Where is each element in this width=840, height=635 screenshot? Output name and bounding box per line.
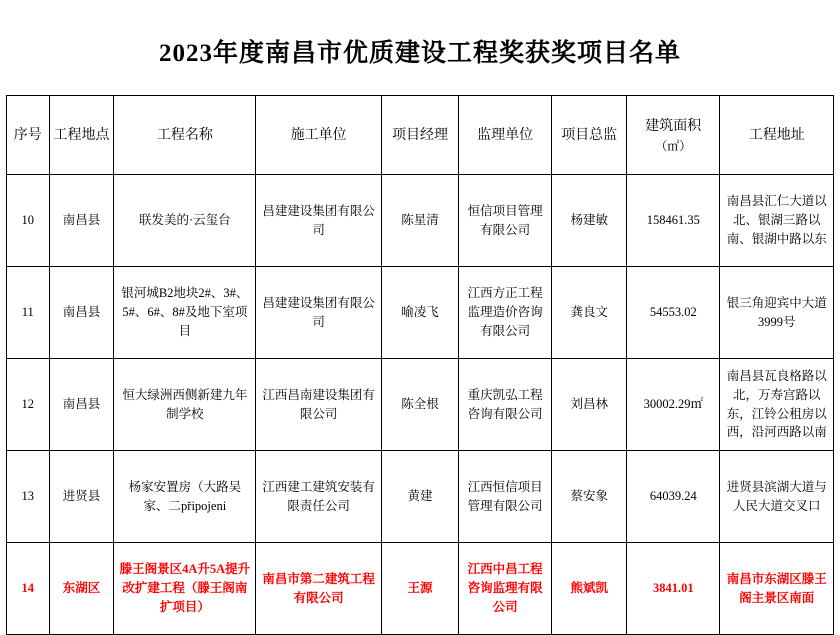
cell-contractor: 江西昌南建设集团有限公司 [256, 359, 382, 451]
cell-address: 南昌县瓦良格路以北，万寿宫路以东，江铃公租房以西，沿河西路以南 [720, 359, 834, 451]
cell-manager: 喻凌飞 [381, 267, 458, 359]
column-header-no: 序号 [7, 96, 50, 175]
cell-location: 东湖区 [49, 543, 114, 635]
cell-chief-supervisor: 熊斌凯 [552, 543, 627, 635]
table-row [7, 451, 834, 543]
cell-project-name: 恒大绿洲西侧新建九年制学校 [114, 359, 256, 451]
cell-location: 南昌县 [49, 359, 114, 451]
column-header-area [627, 96, 720, 175]
cell-supervisor-unit: 重庆凯弘工程咨询有限公司 [458, 359, 551, 451]
cell-project-name: 杨家安置房（大路吴家、二připojeni [114, 451, 256, 543]
cell-chief-supervisor: 杨建敏 [552, 175, 627, 267]
column-header-address: 工程地址 [720, 96, 834, 175]
cell-manager: 陈全根 [381, 359, 458, 451]
cell-manager: 陈星清 [381, 175, 458, 267]
column-header-area-unit: （㎡） [655, 138, 692, 153]
cell-contractor: 江西建工建筑安装有限责任公司 [256, 451, 382, 543]
cell-project-name: 银河城B2地块2#、3#、5#、6#、8#及地下室项目 [114, 267, 256, 359]
cell-no: 14 [7, 543, 50, 635]
cell-supervisor-unit: 江西方正工程监理造价咨询有限公司 [458, 267, 551, 359]
cell-contractor: 昌建建设集团有限公司 [256, 267, 382, 359]
table-header [7, 96, 834, 175]
cell-chief-supervisor: 龚良文 [552, 267, 627, 359]
cell-area: 30002.29㎡ [627, 359, 720, 451]
cell-location: 南昌县 [49, 175, 114, 267]
award-projects-table [6, 95, 834, 635]
cell-area: 64039.24 [627, 451, 720, 543]
cell-chief-supervisor: 蔡安象 [552, 451, 627, 543]
cell-supervisor-unit: 恒信项目管理有限公司 [458, 175, 551, 267]
cell-area: 54553.02 [627, 267, 720, 359]
cell-project-name: 滕王阁景区4A升5A提升改扩建工程（滕王阁南扩项目） [114, 543, 256, 635]
cell-address: 南昌市东湖区滕王阁主景区南面 [720, 543, 834, 635]
cell-area: 3841.01 [627, 543, 720, 635]
cell-project-name: 联发美的·云玺台 [114, 175, 256, 267]
cell-supervisor-unit: 江西恒信项目管理有限公司 [458, 451, 551, 543]
cell-no: 13 [7, 451, 50, 543]
cell-location: 南昌县 [49, 267, 114, 359]
column-header-project-name: 工程名称 [114, 96, 256, 175]
cell-supervisor-unit: 江西中昌工程咨询监理有限公司 [458, 543, 551, 635]
table-body [7, 175, 834, 635]
cell-no: 11 [7, 267, 50, 359]
cell-location: 进贤县 [49, 451, 114, 543]
cell-area: 158461.35 [627, 175, 720, 267]
table-row [7, 359, 834, 451]
table-row [7, 267, 834, 359]
table-row [7, 543, 834, 635]
page-title: 2023年度南昌市优质建设工程奖获奖项目名单 [158, 40, 681, 67]
column-header-contractor: 施工单位 [256, 96, 382, 175]
cell-contractor: 南昌市第二建筑工程有限公司 [256, 543, 382, 635]
cell-manager: 王源 [381, 543, 458, 635]
cell-contractor: 昌建建设集团有限公司 [256, 175, 382, 267]
cell-address: 南昌县汇仁大道以北、银湖三路以南、银湖中路以东 [720, 175, 834, 267]
table-header-row [7, 96, 834, 175]
cell-no: 10 [7, 175, 50, 267]
column-header-location: 工程地点 [49, 96, 114, 175]
cell-chief-supervisor: 刘昌林 [552, 359, 627, 451]
column-header-chief-supervisor: 项目总监 [552, 96, 627, 175]
table-row [7, 175, 834, 267]
column-header-supervisor-unit: 监理单位 [458, 96, 551, 175]
cell-address: 银三角迎宾中大道3999号 [720, 267, 834, 359]
cell-no: 12 [7, 359, 50, 451]
column-header-manager: 项目经理 [381, 96, 458, 175]
cell-address: 进贤县滨湖大道与人民大道交叉口 [720, 451, 834, 543]
cell-manager: 黄建 [381, 451, 458, 543]
column-header-area-label: 建筑面积 [645, 118, 702, 134]
